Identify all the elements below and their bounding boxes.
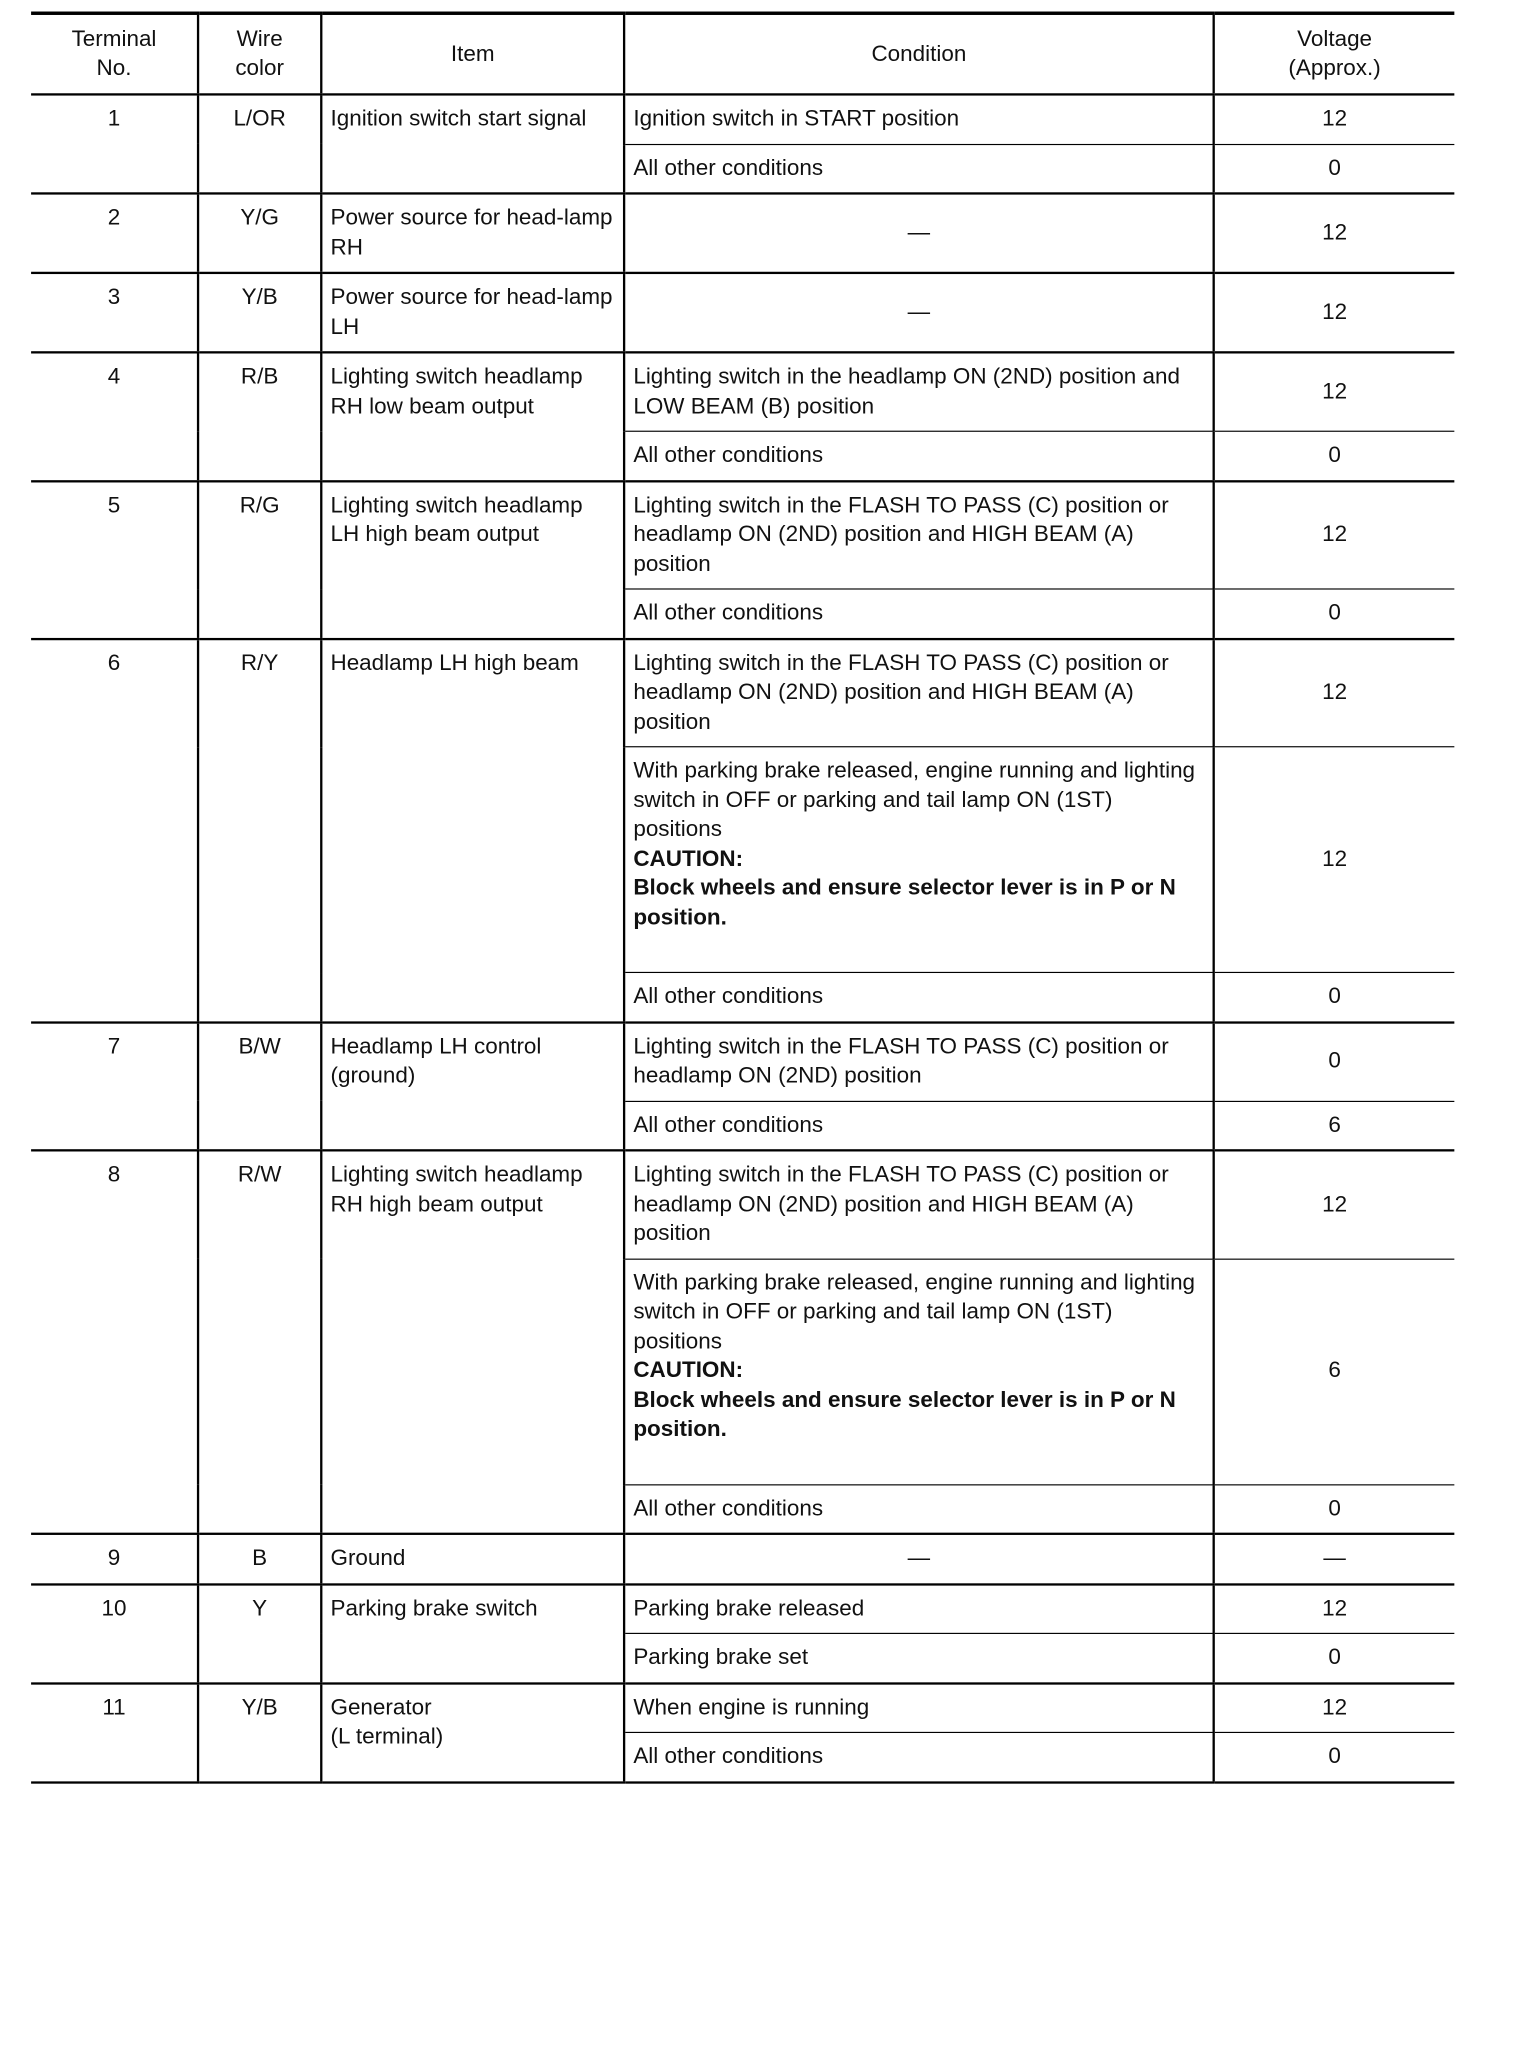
wire-color-cell: Y/B: [198, 1683, 321, 1782]
wire-color-cell: R/Y: [198, 639, 321, 1022]
table-row: [31, 94, 1454, 144]
condition-text: —: [907, 1545, 931, 1571]
condition-text: All other conditions: [633, 1111, 824, 1138]
condition-cell: [624, 431, 1214, 481]
condition-cell: [624, 972, 1214, 1022]
terminal-no-cell: 6: [31, 639, 198, 1022]
item-cell: Headlamp LH high beam: [321, 639, 624, 1022]
voltage-cell: 12: [1214, 94, 1455, 144]
item-cell: Lighting switch headlamp RH low beam output: [321, 352, 624, 480]
condition-text: All other conditions: [633, 1743, 824, 1769]
voltage-cell: 6: [1214, 1259, 1455, 1485]
condition-text: When engine is running: [633, 1694, 870, 1720]
voltage-cell: 12: [1214, 273, 1455, 352]
voltage-cell: 0: [1214, 589, 1455, 639]
header-wire-color: Wire color: [198, 13, 321, 94]
terminal-no-cell: 1: [31, 94, 198, 193]
condition-cell: [624, 94, 1214, 144]
voltage-cell: 0: [1214, 144, 1455, 194]
condition-text: Ignition switch in START position: [633, 105, 960, 132]
caution-label: CAUTION:: [633, 1357, 744, 1383]
condition-cell: [624, 1022, 1214, 1101]
wire-color-cell: R/B: [198, 352, 321, 480]
condition-text: All other conditions: [633, 442, 824, 468]
terminal-voltage-table: [31, 12, 1454, 1784]
condition-cell: [624, 1484, 1214, 1534]
condition-text: Parking brake released: [633, 1595, 865, 1621]
condition-cell: [624, 481, 1214, 589]
item-cell: Headlamp LH control (ground): [321, 1022, 624, 1150]
condition-cell: [624, 747, 1214, 973]
voltage-cell: 0: [1214, 1732, 1455, 1782]
voltage-cell: —: [1214, 1534, 1455, 1584]
item-cell: Parking brake switch: [321, 1584, 624, 1683]
caution-text: Block wheels and ensure selector lever is in P or N position.: [633, 875, 1176, 930]
condition-text: All other conditions: [633, 599, 824, 626]
table-row: [31, 1584, 1454, 1634]
condition-text: Lighting switch in the headlamp ON (2ND) position and LOW BEAM (B) position: [633, 363, 1181, 419]
condition-cell: [624, 193, 1214, 272]
table-row: [31, 1534, 1454, 1584]
condition-cell: [624, 1584, 1214, 1634]
header-voltage: Voltage (Approx.): [1214, 13, 1455, 94]
condition-text: —: [907, 299, 931, 325]
terminal-no-cell: 4: [31, 352, 198, 480]
terminal-no-cell: 8: [31, 1150, 198, 1533]
wire-color-cell: R/G: [198, 481, 321, 639]
table-body: [31, 94, 1454, 1782]
terminal-no-cell: 3: [31, 273, 198, 352]
condition-text: With parking brake released, engine running and lighting switch in OFF or parking and tail lamp ON (1ST) positions: [633, 1269, 1196, 1354]
item-cell: Power source for head-lamp RH: [321, 193, 624, 272]
wire-color-cell: R/W: [198, 1150, 321, 1533]
condition-cell: [624, 1259, 1214, 1485]
table-row: [31, 273, 1454, 352]
caution-label: CAUTION:: [633, 845, 744, 872]
wire-color-cell: Y/G: [198, 193, 321, 272]
table-row: [31, 639, 1454, 747]
table-header: [31, 13, 1454, 94]
condition-cell: [624, 1732, 1214, 1782]
terminal-no-cell: 10: [31, 1584, 198, 1683]
voltage-cell: 12: [1214, 481, 1455, 589]
header-terminal-no: Terminal No.: [31, 13, 198, 94]
wire-color-cell: B/W: [198, 1022, 321, 1150]
condition-cell: [624, 1683, 1214, 1733]
voltage-cell: 12: [1214, 1584, 1455, 1634]
condition-text: —: [907, 219, 931, 245]
voltage-cell: 12: [1214, 1150, 1455, 1258]
item-cell: Generator (L terminal): [321, 1683, 624, 1782]
item-cell: Ignition switch start signal: [321, 94, 624, 193]
item-cell: Lighting switch headlamp LH high beam output: [321, 481, 624, 639]
wire-color-cell: B: [198, 1534, 321, 1584]
table-row: [31, 481, 1454, 589]
terminal-no-cell: 5: [31, 481, 198, 639]
voltage-cell: 12: [1214, 747, 1455, 973]
condition-cell: [624, 1101, 1214, 1151]
condition-cell: [624, 1633, 1214, 1683]
condition-text: All other conditions: [633, 1495, 824, 1521]
condition-text: All other conditions: [633, 983, 824, 1009]
table-row: [31, 1150, 1454, 1258]
condition-cell: [624, 639, 1214, 747]
terminal-no-cell: 7: [31, 1022, 198, 1150]
caution-text: Block wheels and ensure selector lever is in P or N position.: [633, 1386, 1176, 1442]
voltage-cell: 12: [1214, 1683, 1455, 1733]
header-condition: Condition: [624, 13, 1214, 94]
condition-cell: [624, 1534, 1214, 1584]
table-row: [31, 1683, 1454, 1733]
condition-text: Parking brake set: [633, 1644, 809, 1670]
voltage-cell: 0: [1214, 1633, 1455, 1683]
condition-cell: [624, 144, 1214, 194]
voltage-cell: 0: [1214, 972, 1455, 1022]
wire-color-cell: Y/B: [198, 273, 321, 352]
condition-cell: [624, 589, 1214, 639]
condition-text: Lighting switch in the FLASH TO PASS (C) position or headlamp ON (2ND) position: [633, 1033, 1169, 1089]
voltage-cell: 6: [1214, 1101, 1455, 1151]
header-row: [31, 13, 1454, 94]
condition-cell: [624, 352, 1214, 431]
table-row: [31, 1022, 1454, 1101]
terminal-no-cell: 9: [31, 1534, 198, 1584]
voltage-cell: 12: [1214, 639, 1455, 747]
voltage-cell: 0: [1214, 1484, 1455, 1534]
condition-text: With parking brake released, engine running and lighting switch in OFF or parking and tail lamp ON (1ST) positions: [633, 757, 1196, 842]
condition-text: Lighting switch in the FLASH TO PASS (C) position or headlamp ON (2ND) position and HIGH BEAM (A) position: [633, 650, 1169, 735]
condition-text: All other conditions: [633, 154, 824, 181]
wire-color-cell: Y: [198, 1584, 321, 1683]
voltage-cell: 12: [1214, 193, 1455, 272]
terminal-no-cell: 11: [31, 1683, 198, 1782]
condition-cell: [624, 1150, 1214, 1258]
item-cell: Lighting switch headlamp RH high beam output: [321, 1150, 624, 1533]
header-item: Item: [321, 13, 624, 94]
condition-text: Lighting switch in the FLASH TO PASS (C) position or headlamp ON (2ND) position and HIGH BEAM (A) position: [633, 492, 1169, 577]
item-cell: Power source for head-lamp LH: [321, 273, 624, 352]
terminal-no-cell: 2: [31, 193, 198, 272]
voltage-cell: 12: [1214, 352, 1455, 431]
table-row: [31, 352, 1454, 431]
voltage-cell: 0: [1214, 1022, 1455, 1101]
condition-text: Lighting switch in the FLASH TO PASS (C) position or headlamp ON (2ND) position and HIGH BEAM (A) position: [633, 1161, 1169, 1246]
item-cell: Ground: [321, 1534, 624, 1584]
voltage-cell: 0: [1214, 431, 1455, 481]
condition-cell: [624, 273, 1214, 352]
table-row: [31, 193, 1454, 272]
wire-color-cell: L/OR: [198, 94, 321, 193]
